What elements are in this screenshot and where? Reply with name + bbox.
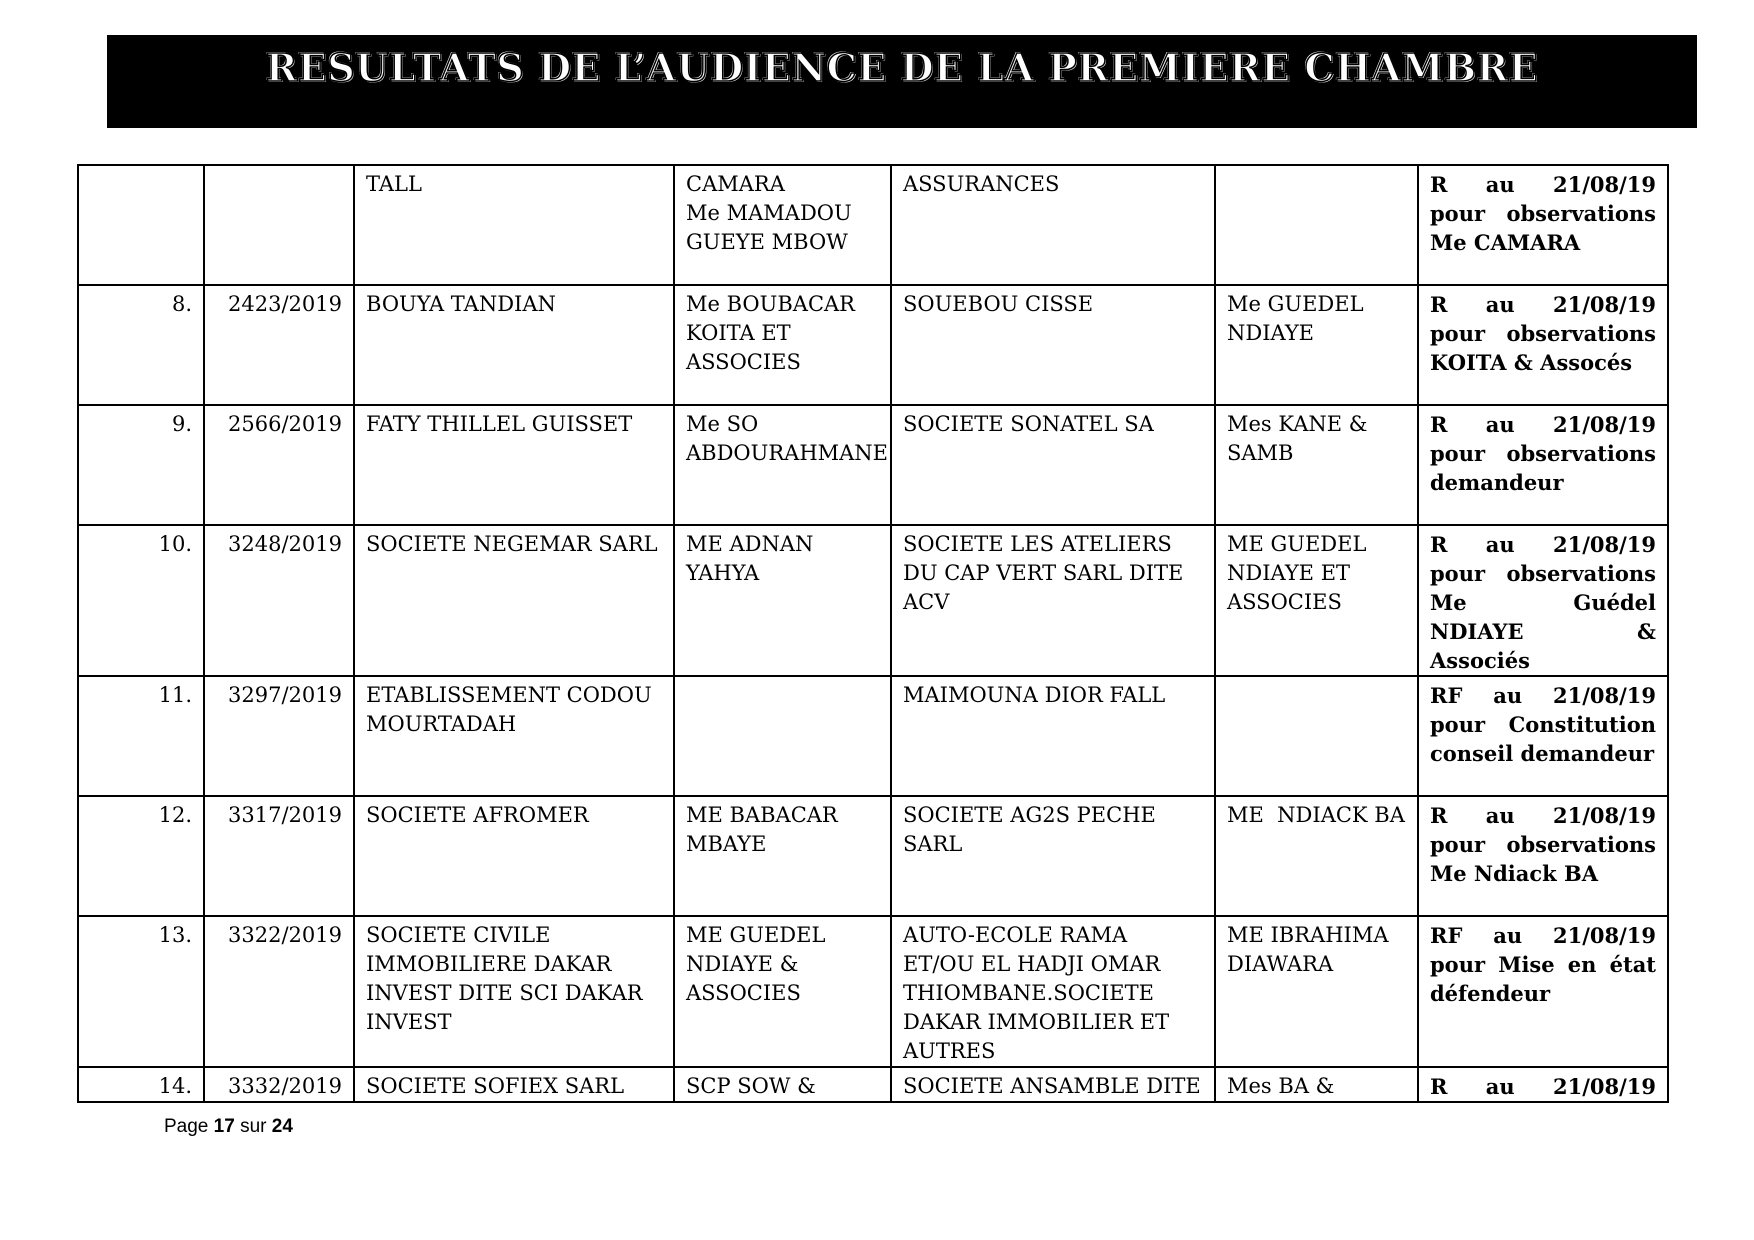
defendant-counsel: Mes KANE & SAMB <box>1215 405 1418 525</box>
defendant: SOCIETE SONATEL SA <box>891 405 1215 525</box>
case-number: 10. <box>78 525 204 676</box>
plaintiff-counsel: SCP SOW & <box>674 1067 891 1102</box>
results-table <box>77 164 1669 1103</box>
plaintiff: SOCIETE CIVILE IMMOBILIERE DAKAR INVEST DITE SCI DAKAR INVEST <box>354 916 674 1067</box>
plaintiff-counsel: CAMARA Me MAMADOU GUEYE MBOW <box>674 165 891 285</box>
hearing-result: R au 21/08/19 pour observations KOITA & Assocés <box>1418 285 1668 405</box>
plaintiff: ETABLISSEMENT CODOU MOURTADAH <box>354 676 674 796</box>
defendant: MAIMOUNA DIOR FALL <box>891 676 1215 796</box>
table-row <box>78 1067 1668 1102</box>
table-row <box>78 916 1668 1067</box>
plaintiff-counsel: Me SO ABDOURAHMANE <box>674 405 891 525</box>
table-row <box>78 405 1668 525</box>
table-row <box>78 525 1668 676</box>
page-number: 17 <box>213 1116 235 1137</box>
plaintiff-counsel <box>674 676 891 796</box>
case-number <box>78 165 204 285</box>
plaintiff-counsel: ME ADNAN YAHYA <box>674 525 891 676</box>
defendant: SOCIETE ANSAMBLE DITE <box>891 1067 1215 1102</box>
defendant-counsel: Mes BA & <box>1215 1067 1418 1102</box>
case-role <box>204 165 354 285</box>
defendant: AUTO-ECOLE RAMA ET/OU EL HADJI OMAR THIOMBANE.SOCIETE DAKAR IMMOBILIER ET AUTRES <box>891 916 1215 1067</box>
table-row <box>78 165 1668 285</box>
plaintiff-counsel: ME GUEDEL NDIAYE & ASSOCIES <box>674 916 891 1067</box>
plaintiff-counsel: Me BOUBACAR KOITA ET ASSOCIES <box>674 285 891 405</box>
defendant-counsel <box>1215 165 1418 285</box>
plaintiff: SOCIETE NEGEMAR SARL <box>354 525 674 676</box>
case-number: 9. <box>78 405 204 525</box>
plaintiff: FATY THILLEL GUISSET <box>354 405 674 525</box>
case-number: 12. <box>78 796 204 916</box>
defendant: SOCIETE LES ATELIERS DU CAP VERT SARL DITE ACV <box>891 525 1215 676</box>
hearing-result: RF au 21/08/19 pour Constitution conseil demandeur <box>1418 676 1668 796</box>
case-role: 3317/2019 <box>204 796 354 916</box>
defendant-counsel: Me GUEDEL NDIAYE <box>1215 285 1418 405</box>
plaintiff: SOCIETE SOFIEX SARL <box>354 1067 674 1102</box>
hearing-result: R au 21/08/19 pour observations Me Guédel NDIAYE & Associés <box>1418 525 1668 676</box>
sur-word: sur <box>240 1116 267 1137</box>
case-number: 8. <box>78 285 204 405</box>
hearing-result: R au 21/08/19 pour observations demandeur <box>1418 405 1668 525</box>
case-role: 2566/2019 <box>204 405 354 525</box>
hearing-result: R au 21/08/19 <box>1418 1067 1668 1102</box>
hearing-result: RF au 21/08/19 pour Mise en état défendeur <box>1418 916 1668 1067</box>
defendant: ASSURANCES <box>891 165 1215 285</box>
case-number: 14. <box>78 1067 204 1102</box>
plaintiff: BOUYA TANDIAN <box>354 285 674 405</box>
table-row <box>78 676 1668 796</box>
total-pages: 24 <box>271 1116 293 1137</box>
case-role: 3297/2019 <box>204 676 354 796</box>
table-row <box>78 285 1668 405</box>
case-role: 3248/2019 <box>204 525 354 676</box>
plaintiff: SOCIETE AFROMER <box>354 796 674 916</box>
defendant-counsel: ME GUEDEL NDIAYE ET ASSOCIES <box>1215 525 1418 676</box>
defendant-counsel <box>1215 676 1418 796</box>
page-title: RESULTATS DE L’AUDIENCE DE LA PREMIERE CHAMBRE <box>265 45 1539 90</box>
case-role: 2423/2019 <box>204 285 354 405</box>
plaintiff-counsel: ME BABACAR MBAYE <box>674 796 891 916</box>
hearing-result: R au 21/08/19 pour observations Me CAMARA <box>1418 165 1668 285</box>
hearing-result: R au 21/08/19 pour observations Me Ndiack BA <box>1418 796 1668 916</box>
case-number: 11. <box>78 676 204 796</box>
defendant-counsel: ME NDIACK BA <box>1215 796 1418 916</box>
page-footer <box>164 1116 293 1138</box>
plaintiff: TALL <box>354 165 674 285</box>
defendant-counsel: ME IBRAHIMA DIAWARA <box>1215 916 1418 1067</box>
defendant: SOUEBOU CISSE <box>891 285 1215 405</box>
case-number: 13. <box>78 916 204 1067</box>
case-role: 3322/2019 <box>204 916 354 1067</box>
case-role: 3332/2019 <box>204 1067 354 1102</box>
table-row <box>78 796 1668 916</box>
page-banner <box>107 35 1697 128</box>
page-word: Page <box>164 1116 209 1137</box>
defendant: SOCIETE AG2S PECHE SARL <box>891 796 1215 916</box>
